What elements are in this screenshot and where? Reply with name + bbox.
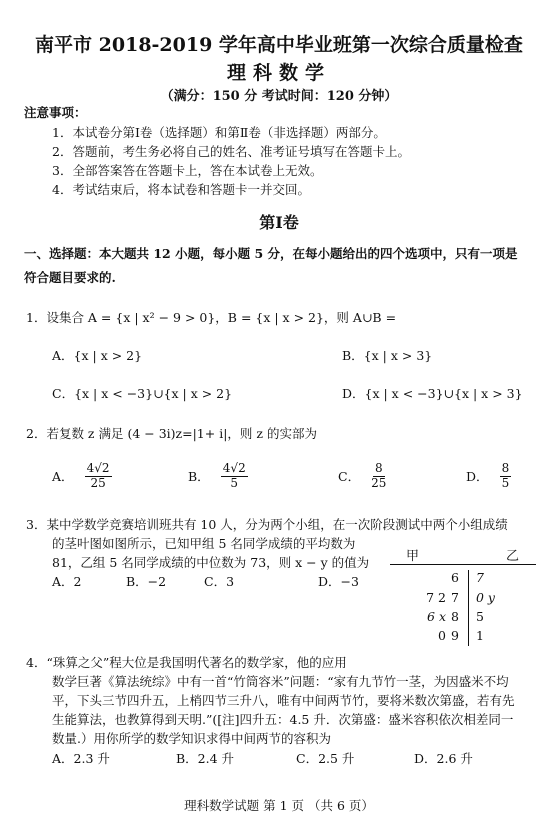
- q3-option-a: A．2: [52, 574, 82, 589]
- leaf-left: 6 x: [427, 609, 446, 624]
- q1-option-c: C．{x | x < −3}∪{x | x > 2}: [52, 386, 233, 401]
- leaf-left: 0: [438, 628, 446, 643]
- stem-leaf-plot: [388, 540, 538, 648]
- fraction-numerator: 4√2: [222, 461, 246, 475]
- stem-leaf-left-heading: 甲: [406, 549, 420, 564]
- question-4-stem-cont: 平，下头三节四升五，上梢四节三升八，唯有中间两节竹，要将米数次第盛，若有先: [52, 693, 515, 708]
- stem-value: 6: [451, 570, 459, 585]
- q3-option-d: D．−3: [318, 574, 359, 589]
- notice-item: 3．全部答案答在答题卡上，答在本试卷上无效。: [52, 163, 323, 178]
- question-1-stem: 1．设集合 A = {x | x² − 9 > 0}，B = {x | x > 2}，则 A∪B =: [26, 310, 397, 325]
- stem-leaf-divider: [468, 570, 469, 646]
- question-4-stem-cont: 数量.）用你所学的数学知识求得中间两节的容积为: [52, 731, 331, 746]
- option-label: D．: [466, 469, 489, 485]
- stem-leaf-right-heading: 乙: [506, 549, 520, 564]
- question-3-stem-cont: 81，乙组 5 名同学成绩的中位数为 73，则 x − y 的值为: [52, 555, 370, 570]
- fraction-denominator: 25: [90, 475, 106, 490]
- section-instruction: 一、选择题：本大题共 12 小题，每小题 5 分，在每小题给出的四个选项中，只有一项是: [24, 246, 518, 261]
- q2-option-c: [338, 462, 386, 491]
- stem-value: 9: [451, 628, 459, 643]
- exam-info: （满分：150 分 考试时间：120 分钟）: [160, 89, 398, 104]
- stem-value: 7: [451, 590, 459, 605]
- notice-item: 1．本试卷分第Ⅰ卷（选择题）和第Ⅱ卷（非选择题）两部分。: [52, 125, 386, 140]
- leaf-right: 7: [476, 570, 484, 585]
- notice-heading: 注意事项：: [24, 105, 87, 120]
- question-4-stem: 4．“珠算之父”程大位是我国明代著名的数学家，他的应用: [26, 655, 347, 670]
- question-3-stem: 3．某中学数学竞赛培训班共有 10 人，分为两个小组，在一次阶段测试中两个小组成绩: [26, 517, 508, 532]
- question-4-stem-cont: 生能算法，也教算得到天明.”([注]四升五：4.5 升．次第盛：盛米容积依次相差同一: [52, 712, 514, 727]
- fraction-denominator: 5: [501, 475, 510, 490]
- fraction-numerator: 4√2: [86, 461, 110, 475]
- question-3-stem-cont: 的茎叶图如图所示，已知甲组 5 名同学成绩的平均数为: [52, 536, 356, 551]
- subject-title: 理科数学: [226, 62, 331, 84]
- section-instruction-cont: 符合题目要求的.: [24, 270, 116, 285]
- q4-option-d: D．2.6 升: [414, 751, 473, 766]
- option-label: C．: [338, 469, 361, 485]
- question-2-stem: 2．若复数 z 满足 (4 − 3i)z=|1+ i|，则 z 的实部为: [26, 426, 317, 441]
- fraction-denominator: 25: [371, 475, 387, 490]
- stem-value: 8: [451, 609, 459, 624]
- fraction-denominator: 5: [230, 475, 239, 490]
- q2-option-d: [466, 462, 511, 491]
- q4-option-c: C．2.5 升: [296, 751, 355, 766]
- leaf-right: 1: [476, 628, 484, 643]
- q2-option-a: [52, 462, 112, 491]
- option-label: A．: [52, 469, 74, 485]
- leaf-left: 7 2: [426, 590, 446, 605]
- q4-option-a: A．2.3 升: [52, 751, 110, 766]
- q1-option-b: B．{x | x > 3}: [342, 348, 433, 363]
- question-4-stem-cont: 数学巨著《算法统综》中有一首“竹筒容米”问题：“家有九节竹一茎，为因盛米不均: [52, 674, 509, 689]
- q4-option-b: B．2.4 升: [176, 751, 235, 766]
- leaf-right: 5: [476, 609, 484, 624]
- fraction-numerator: 8: [501, 461, 510, 475]
- q2-option-b: [188, 462, 248, 491]
- page-footer: 理科数学试题 第 1 页 （共 6 页）: [184, 798, 374, 813]
- leaf-right: 0 y: [476, 590, 495, 605]
- fraction-numerator: 8: [374, 461, 383, 475]
- q1-option-d: D．{x | x < −3}∪{x | x > 3}: [342, 386, 523, 401]
- q3-option-b: B．−2: [126, 574, 167, 589]
- stem-leaf-header-rule: [390, 564, 536, 565]
- option-label: B．: [188, 469, 210, 485]
- notice-item: 4．考试结束后，将本试卷和答题卡一并交回。: [52, 182, 310, 197]
- q3-option-c: C．3: [204, 574, 235, 589]
- notice-item: 2．答题前，考生务必将自己的姓名、准考证号填写在答题卡上。: [52, 144, 410, 159]
- exam-title: 南平市 2018-2019 学年高中毕业班第一次综合质量检查: [35, 34, 523, 56]
- q1-option-a: A．{x | x > 2}: [52, 348, 143, 363]
- volume-title: 第Ⅰ卷: [259, 213, 299, 232]
